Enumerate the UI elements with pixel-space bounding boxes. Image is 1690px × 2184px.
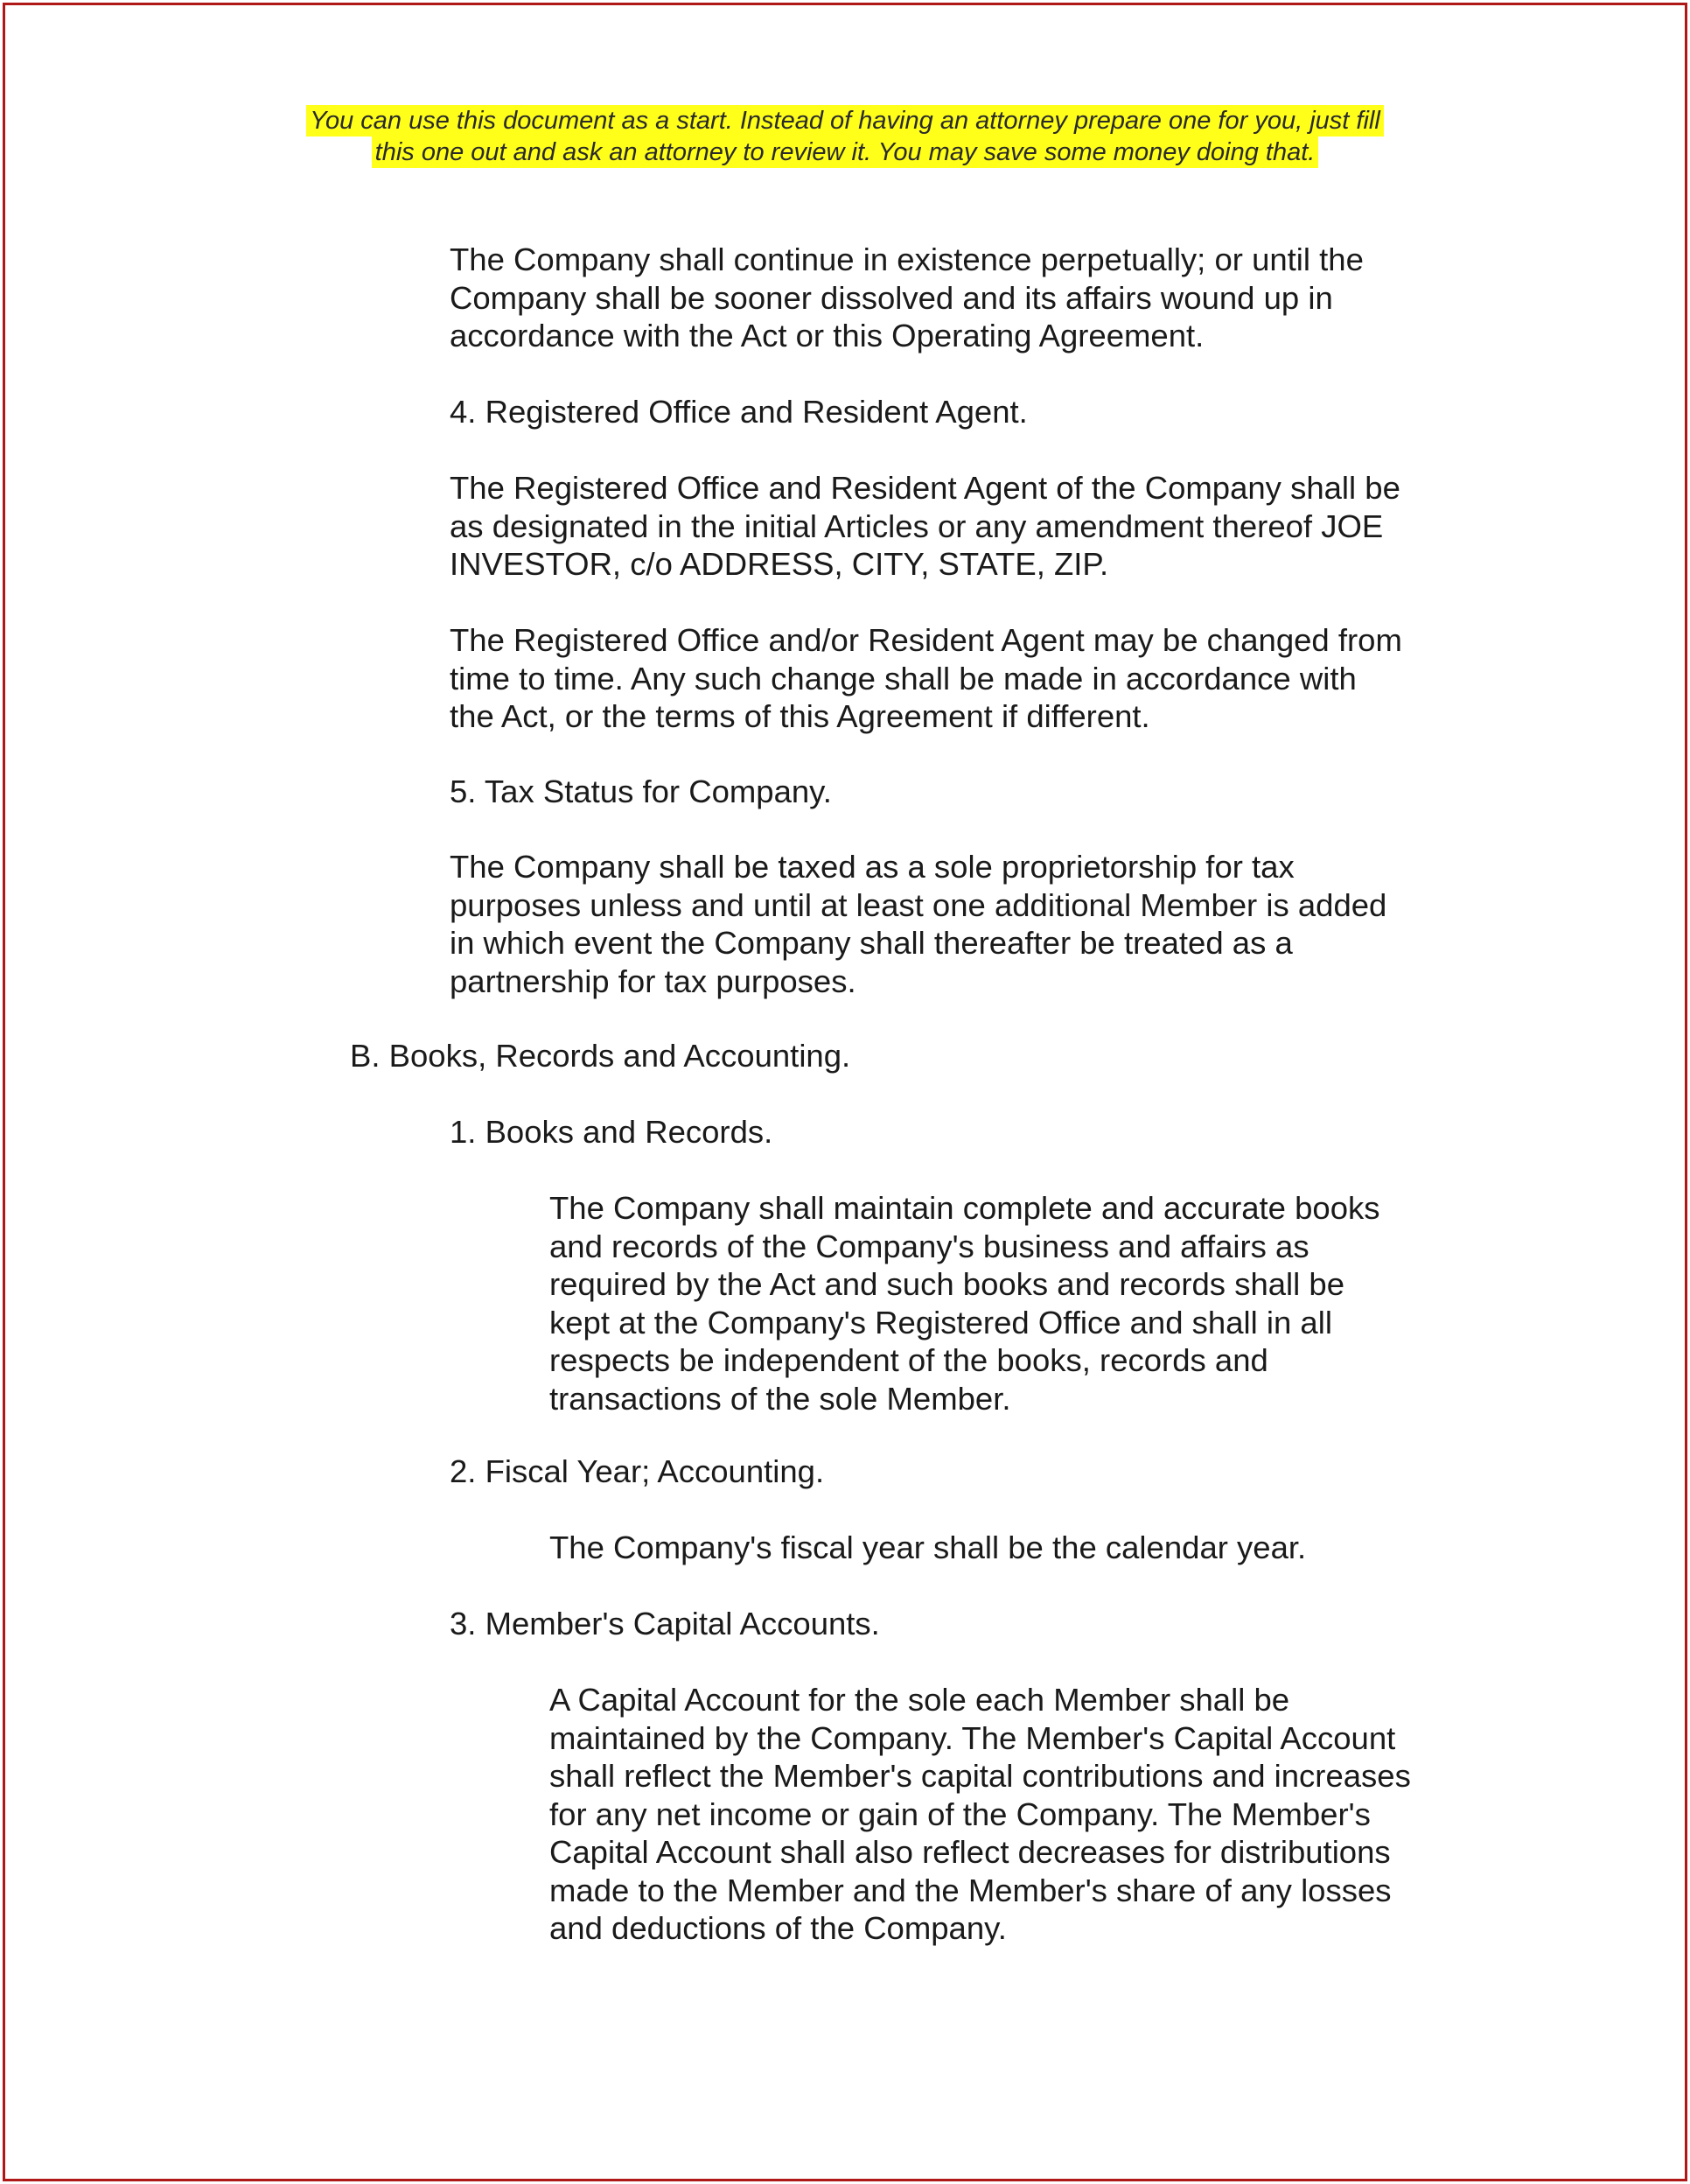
text-line: kept at the Company's Registered Office and shall in all (549, 1304, 1332, 1340)
text-line: The Company shall maintain complete and accurate books (549, 1190, 1380, 1226)
paragraph-tax-status (450, 848, 1386, 1000)
text-line: The Registered Office and/or Resident Agent may be changed from (450, 622, 1402, 658)
notice-line-2: this one out and ask an attorney to review it. You may save some money doing that. (372, 136, 1319, 168)
heading-fiscal-year (450, 1452, 824, 1491)
heading-section-b (350, 1037, 850, 1075)
text-line: The Registered Office and Resident Agent of the Company shall be (450, 470, 1400, 506)
heading-text: 3. Member's Capital Accounts. (450, 1606, 880, 1642)
text-line: The Company's fiscal year shall be the calendar year. (549, 1530, 1307, 1565)
notice-banner (254, 105, 1436, 168)
text-line: in which event the Company shall thereafter be treated as a (450, 925, 1293, 961)
text-line: and deductions of the Company. (549, 1910, 1007, 1946)
text-line: Capital Account shall also reflect decreases for distributions (549, 1834, 1391, 1870)
paragraph-registered-change (450, 621, 1402, 736)
heading-text: 5. Tax Status for Company. (450, 774, 832, 809)
text-line: for any net income or gain of the Company. The Member's (549, 1796, 1371, 1832)
heading-capital-accounts (450, 1605, 880, 1643)
text-line: shall reflect the Member's capital contributions and increases (549, 1758, 1411, 1794)
text-line: purposes unless and until at least one additional Member is added (450, 886, 1387, 923)
text-line: made to the Member and the Member's share of any losses (549, 1872, 1392, 1908)
heading-text: B. Books, Records and Accounting. (350, 1038, 851, 1074)
text-line: INVESTOR, c/o ADDRESS, CITY, STATE, ZIP. (450, 546, 1109, 582)
text-line: time to time. Any such change shall be made in accordance with (450, 660, 1357, 696)
heading-text: 4. Registered Office and Resident Agent. (450, 394, 1028, 430)
paragraph-capital-accounts (549, 1681, 1411, 1948)
heading-registered-office (450, 393, 1028, 431)
paragraph-registered-office (450, 469, 1400, 584)
text-line: The Company shall be taxed as a sole proprietorship for tax (450, 849, 1295, 885)
text-line: maintained by the Company. The Member's Capital Account (549, 1719, 1396, 1756)
paragraph-books-records (549, 1189, 1380, 1418)
text-line: accordance with the Act or this Operating Agreement. (450, 318, 1205, 354)
text-line: A Capital Account for the sole each Member shall be (549, 1682, 1290, 1718)
heading-text: 2. Fiscal Year; Accounting. (450, 1453, 825, 1489)
heading-text: 1. Books and Records. (450, 1114, 773, 1150)
paragraph-existence (450, 241, 1364, 355)
heading-books-records (450, 1113, 772, 1152)
text-line: Company shall be sooner dissolved and its affairs wound up in (450, 279, 1333, 316)
heading-tax-status (450, 773, 832, 811)
text-line: respects be independent of the books, records and (549, 1342, 1268, 1378)
notice-line-1: You can use this document as a start. Instead of having an attorney prepare one for you, just fill (306, 105, 1384, 136)
text-line: The Company shall continue in existence perpetually; or until the (450, 242, 1364, 277)
text-line: and records of the Company's business and affairs as (549, 1228, 1309, 1264)
text-line: the Act, or the terms of this Agreement if different. (450, 698, 1150, 734)
text-line: transactions of the sole Member. (549, 1380, 1011, 1417)
text-line: as designated in the initial Articles or any amendment thereof JOE (450, 508, 1384, 544)
paragraph-fiscal-year (549, 1529, 1306, 1567)
text-line: partnership for tax purposes. (450, 962, 856, 999)
text-line: required by the Act and such books and records shall be (549, 1266, 1345, 1302)
